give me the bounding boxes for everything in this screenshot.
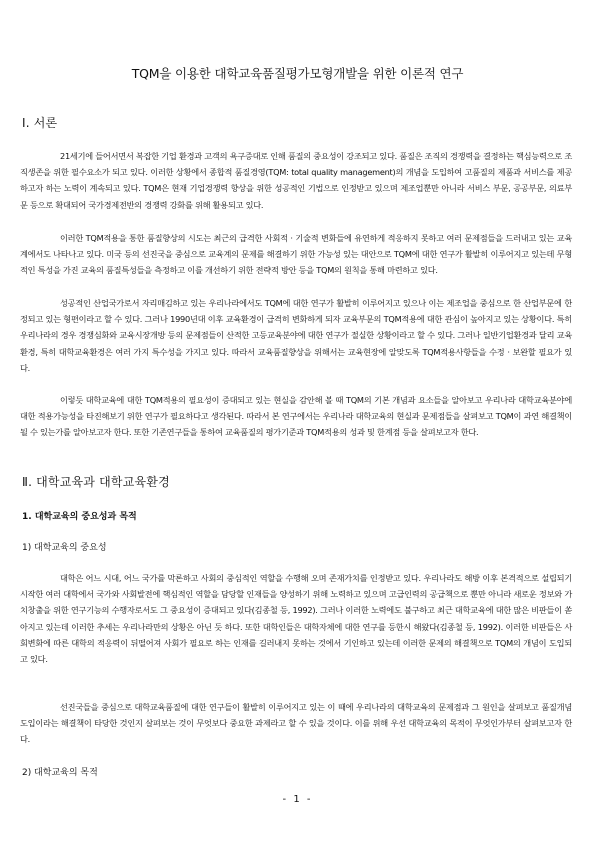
- intro-paragraph-4: 이렇듯 대학교육에 대한 TQM적용의 필요성이 증대되고 있는 현실을 감안해 볼 때 TQM의 기본 개념과 요소들을 알아보고 우리나라 대학교육분야에 대한 적용가능성을 타진해보기 위한 연구가 필요하다고 생각된다. 따라서 본 연구에서는 우리나라 대학교육의 현실과 문제점들을 살펴보고 TQM이 과연 해결책이 될 수 있는가를 알아보고자 한다. 또한 기존연구들을 통하여 교육품질의 평가기준과 TQM적용의 성과 및 한계점 등을 살펴보고자 한다.: [20, 395, 572, 438]
- section-heading-university-education: Ⅱ. 대학교육과 대학교육환경: [22, 475, 170, 489]
- intro-paragraph-3: 성공적인 산업국가로서 자리매김하고 있는 우리나라에서도 TQM에 대한 연구가 활발히 이루어지고 있으나 이는 제조업을 중심으로 한 산업부문에 한정되고 있는 형편이라고 할 수 있다. 그러나 1990년대 이후 교육환경이 급격히 변화하게 되자 교육부문의 TQM적용에 대한 관심이 높아지고 있는 상황이다. 특히 우리나라의 경우 경쟁심화와 교육시장개방 등의 문제점들이 산적한 고등교육분야에 대한 연구가 절실한 상황이라고 할 수 있다. 그러나 일반기업환경과 달리 교육환경, 특히 대학교육환경은 여러 가지 특수성을 가지고 있다. 따라서 교육품질향상을 위해서는 교육현장에 알맞도록 TQM적용사항들을 수정 · 보완할 필요가 있다.: [20, 298, 572, 373]
- importance-paragraph-1: 대학은 어느 시대, 어느 국가를 막론하고 사회의 중심적인 역할을 수행해 오며 존재가치를 인정받고 있다. 우리나라도 해방 이후 본격적으로 설립되기 시작한 여러 대학에서 국가와 사회발전에 핵심적인 역할을 담당할 인재들을 양성하기 위해 노력하고 있으며 고급인력의 공급책으로 뿐만 아니라 새로운 정보와 가치창출을 위한 연구기능의 수행자로서도 그 중요성이 증대되고 있다(김종철 등, 1992). 그러나 이러한 노력에도 불구하고 최근 대학교육에 대한 많은 비판들이 쏟아지고 있는데 이러한 추세는 우리나라만의 상황은 아닌 듯 하다. 또한 대학인들은 대학자체에 대한 연구를 등한시 해왔다(김종철 등, 1992). 이러한 비판들은 사회변화에 따른 대학의 적응력이 뒤떨어져 사회가 필요로 하는 인재를 길러내지 못하는 것에서 기인하고 있는데 이러한 문제의 해결책으로 TQM의 개념이 도입되고 있다.: [20, 573, 572, 665]
- paper-title: TQM을 이용한 대학교육품질평가모형개발을 위한 이론적 연구: [131, 66, 464, 81]
- subsubsection-heading-importance: 1) 대학교육의 중요성: [22, 543, 107, 553]
- section-heading-introduction: Ⅰ. 서론: [22, 116, 58, 130]
- intro-paragraph-1: 21세기에 들어서면서 복잡한 기업 환경과 고객의 욕구증대로 인해 품질의 중요성이 강조되고 있다. 품질은 조직의 경쟁력을 결정하는 핵심능력으로 조직생존을 위한 필수요소가 되고 있다. 이러한 상황에서 종합적 품질경영(TQM: total quality management)의 개념을 도입하여 고품질의 제품과 서비스를 제공하고자 하는 노력이 계속되고 있다. TQM은 현재 기업경쟁력 향상을 위한 성공적인 기법으로 인정받고 있으며 제조업뿐만 아니라 서비스 부문, 공공부문, 의료부문 등으로 확대되어 국가경제전반의 경쟁력 강화를 위해 활용되고 있다.: [20, 151, 572, 210]
- subsection-heading-importance-and-purpose: 1. 대학교육의 중요성과 목적: [22, 512, 137, 522]
- page-number: - 1 -: [282, 794, 313, 805]
- importance-paragraph-2: 선진국들을 중심으로 대학교육품질에 대한 연구들이 활발히 이루어지고 있는 이 때에 우리나라의 대학교육의 문제점과 그 원인을 살펴보고 품질개념도입이라는 해결책이 타당한 것인지 살펴보는 것이 무엇보다 중요한 과제라고 할 수 있을 것이다. 이를 위해 우선 대학교육의 목적이 무엇인가부터 살펴보고자 한다.: [20, 702, 572, 745]
- subsubsection-heading-purpose: 2) 대학교육의 목적: [22, 768, 98, 778]
- intro-paragraph-2: 이러한 TQM적용을 통한 품질향상의 시도는 최근의 급격한 사회적 · 기술적 변화들에 유연하게 적응하지 못하고 여러 문제점들을 드러내고 있는 교육계에서도 나타나고 있다. 미국 등의 선진국을 중심으로 교육계의 문제를 해결하기 위한 가능성 있는 대안으로 TQM에 대한 연구가 활발히 이루어지고 있는데 무형적인 특성을 가진 교육의 품질특성들을 측정하고 이를 개선하기 위한 전략적 방안 등을 TQM의 원칙을 통해 마련하고 있다.: [20, 233, 572, 276]
